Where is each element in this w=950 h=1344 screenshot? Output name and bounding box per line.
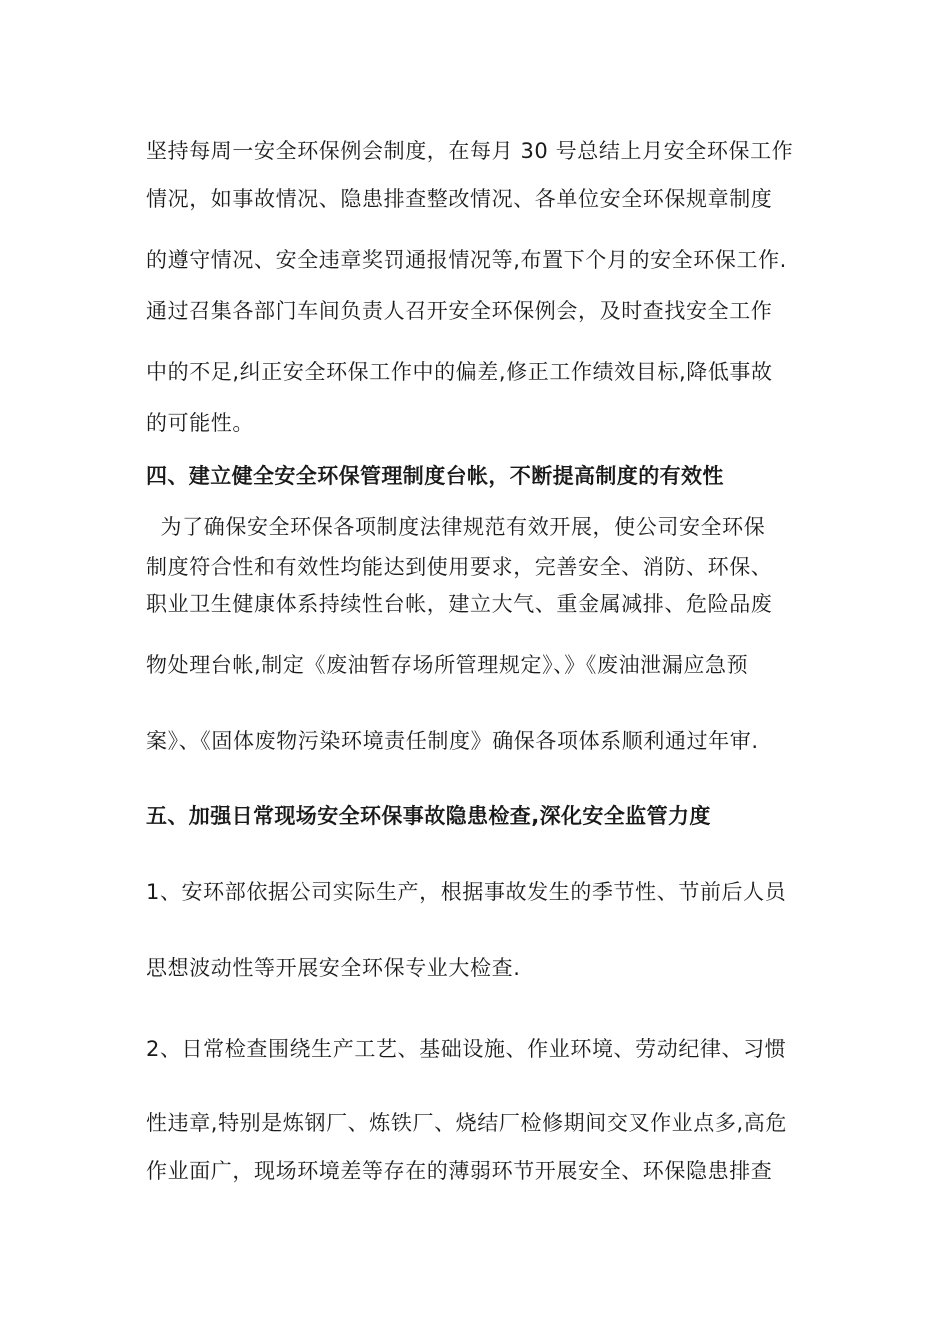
list-item-1-line: 1、安环部依据公司实际生产，根据事故发生的季节性、节前后人员 <box>146 880 787 904</box>
text-line: 制度符合性和有效性均能达到使用要求，完善安全、消防、环保、 <box>146 555 773 579</box>
text-line: 物处理台帐,制定《废油暂存场所管理规定》、》《废油泄漏应急预 <box>146 653 749 677</box>
section-heading-5: 五、加强日常现场安全环保事故隐患检查,深化安全监管力度 <box>146 804 711 828</box>
text-line: 案》、《固体废物污染环境责任制度》确保各项体系顺利通过年审. <box>146 729 759 753</box>
text-line: 职业卫生健康体系持续性台帐，建立大气、重金属减排、危险品废 <box>146 592 773 616</box>
text-line: 的可能性。 <box>146 411 254 435</box>
text-line: 为了确保安全环保各项制度法律规范有效开展，使公司安全环保 <box>146 515 766 539</box>
text-line: 通过召集各部门车间负责人召开安全环保例会，及时查找安全工作 <box>146 299 773 323</box>
text-line: 坚持每周一安全环保例会制度，在每月 30 号总结上月安全环保工作 <box>146 139 794 163</box>
text-line: 中的不足,纠正安全环保工作中的偏差,修正工作绩效目标,降低事故 <box>146 360 773 384</box>
list-item-1-line: 思想波动性等开展安全环保专业大检查. <box>146 956 521 980</box>
section-heading-4: 四、建立健全安全环保管理制度台帐，不断提高制度的有效性 <box>146 464 724 488</box>
list-item-2-line: 作业面广，现场环境差等存在的薄弱环节开展安全、环保隐患排查 <box>146 1159 773 1183</box>
text-line: 情况，如事故情况、隐患排查整改情况、各单位安全环保规章制度 <box>146 187 773 211</box>
list-item-2-line: 2、日常检查围绕生产工艺、基础设施、作业环境、劳动纪律、习惯 <box>146 1037 787 1061</box>
text-line: 的遵守情况、安全违章奖罚通报情况等,布置下个月的安全环保工作. <box>146 248 787 272</box>
list-item-2-line: 性违章,特别是炼钢厂、炼铁厂、烧结厂检修期间交叉作业点多,高危 <box>146 1111 787 1135</box>
